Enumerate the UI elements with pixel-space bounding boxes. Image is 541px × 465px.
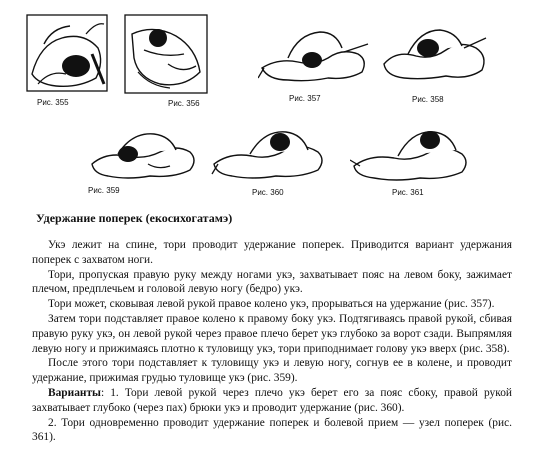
figure-357-illustration (258, 18, 372, 88)
section-heading: Удержание поперек (екосихогатамэ) (36, 211, 233, 225)
paragraph-1: Укэ лежит на спине, тори проводит удержание поперек. Приводится вариант удержания поперек с захватом ноги. (32, 239, 512, 266)
figure-356-caption: Рис. 356 (168, 99, 200, 108)
figure-355-caption: Рис. 355 (37, 98, 69, 107)
figure-358-illustration (380, 18, 490, 88)
variants-label: Варианты (48, 386, 101, 399)
figure-361-illustration (350, 124, 472, 184)
figure-359-caption: Рис. 359 (88, 186, 120, 195)
figure-359-illustration (88, 126, 198, 182)
figure-361-caption: Рис. 361 (392, 188, 424, 197)
figure-355-illustration (26, 14, 108, 92)
figure-357-caption: Рис. 357 (289, 94, 321, 103)
paragraph-variants (32, 386, 512, 416)
paragraph-5: После этого тори подставляет к туловищу укэ и левую ногу, согнув ее в колене, и проводит удержание, прижимая грудью туловище укэ (рис. 359). (32, 357, 512, 385)
paragraph-variant-2: 2. Тори одновременно проводит удержание поперек и болевой прием — узел поперек (рис. 361). (32, 416, 512, 444)
body-text (32, 238, 512, 445)
paragraph-4: Затем тори подставляет правое колено к правому боку укэ. Подтягиваясь правой рукой, сбивая правую руку укэ, он левой рукой через правое плечо берет укэ глубоко за ворот сзади. Выпрямляя левую ногу и прижимаясь плотно к туловищу укэ, тори приподнимает голову укэ вверх (рис. 358). (32, 312, 512, 355)
figure-360-illustration (210, 124, 328, 182)
paragraph-3: Тори может, сковывая левой рукой правое колено укэ, прорываться на удержание (рис. 357). (48, 298, 495, 311)
variant-1-text: : 1. Тори левой рукой через плечо укэ берет его за пояс сбоку, правой рукой захватывает глубоко (через пах) брюки укэ и проводит удержание (рис. 360). (32, 386, 512, 414)
figure-356-illustration (124, 14, 208, 94)
paragraph-2: Тори, пропуская правую руку между ногами укэ, захватывает пояс на левом боку, зажимает плечом, предплечьем и головой левую ногу (бедро) укэ. (32, 268, 512, 296)
figure-358-caption: Рис. 358 (412, 95, 444, 104)
figure-360-caption: Рис. 360 (252, 188, 284, 197)
